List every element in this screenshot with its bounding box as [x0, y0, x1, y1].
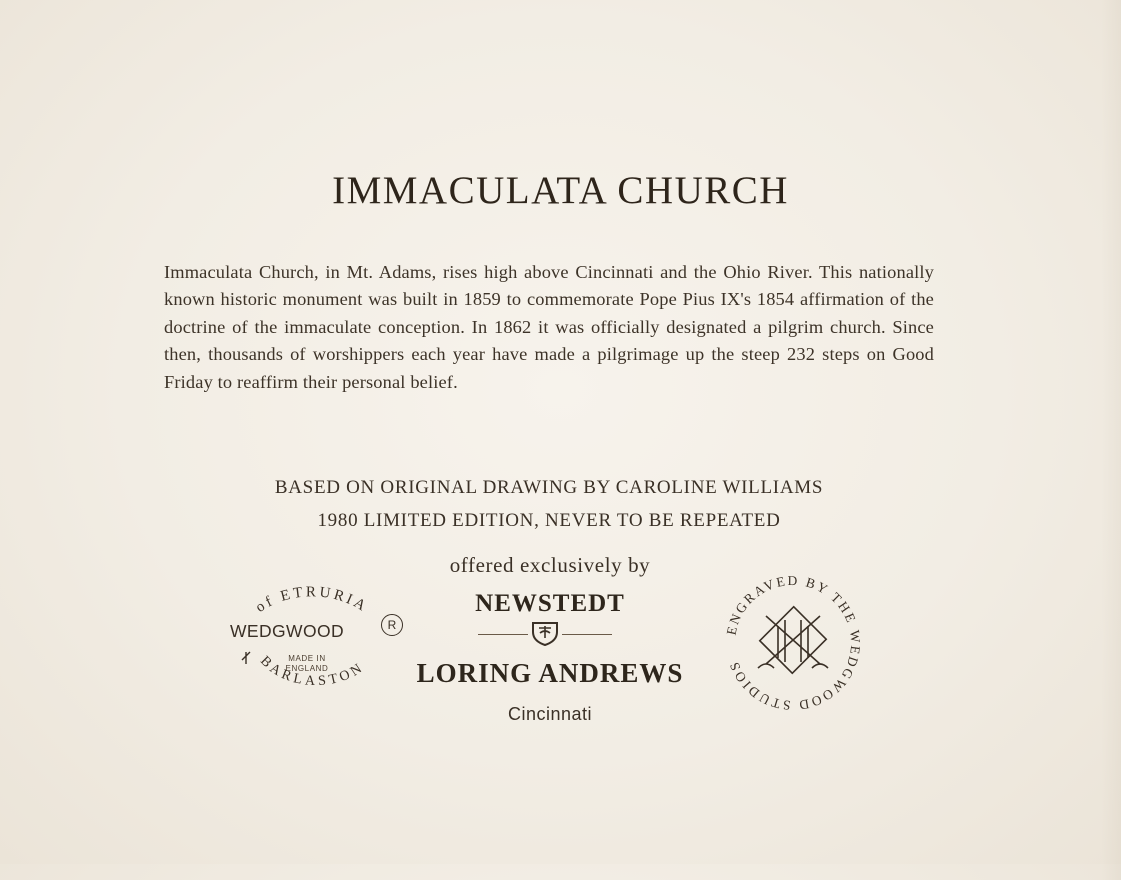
crest-divider [478, 620, 612, 646]
plate-description: Immaculata Church, in Mt. Adams, rises high above Cincinnati and the Ohio River. This nationally known historic monument was built in 1859 to commemorate Pope Pius IX's 1854 affirmation of the doctrine of the immaculate conception. In 1862 it was officially designated a pilgrim church. Since then, thousands of worshippers each year have made a pilgrimage up the steep 232 steps on Good Friday to reaffirm their personal belief. [164, 262, 934, 392]
wedgwood-arc-bottom: BARLASTON [256, 653, 368, 690]
engraved-arc-text: ENGRAVED BY THE WEDGWOOD STUDIOS [723, 572, 864, 714]
plate-edge-shadow [1101, 0, 1121, 880]
crest-icon [530, 620, 560, 646]
retailer-newstedt: NEWSTEDT [475, 590, 625, 617]
divider-rule-right [562, 634, 612, 635]
made-in-line2: ENGLAND [285, 664, 329, 673]
engraved-seal-icon [718, 568, 868, 718]
made-in-line1: MADE IN [288, 654, 326, 663]
drawing-credit: BASED ON ORIGINAL DRAWING BY CAROLINE WILLIAMS [274, 477, 824, 498]
monogram-icon [758, 607, 828, 673]
svg-text:of ETRURIA [253, 584, 371, 616]
wedgwood-backstamp-icon [222, 572, 422, 714]
wedgwood-brand: WEDGWOOD [230, 621, 345, 641]
registered-mark-icon: R [381, 614, 403, 636]
retailer-city: Cincinnati [507, 704, 593, 724]
plate-title: IMMACULATA CHURCH [332, 169, 789, 212]
divider-rule-left [478, 634, 528, 635]
wedgwood-arc-top: of ETRURIA [253, 584, 371, 616]
offered-by-label: offered exclusively by [449, 553, 651, 577]
made-in-england [277, 654, 337, 674]
retailer-loring-andrews: LORING ANDREWS [416, 658, 684, 688]
edition-credit: 1980 LIMITED EDITION, NEVER TO BE REPEATED [317, 510, 781, 531]
svg-text:ENGRAVED BY THE WEDGWOOD STUDI [723, 573, 863, 713]
